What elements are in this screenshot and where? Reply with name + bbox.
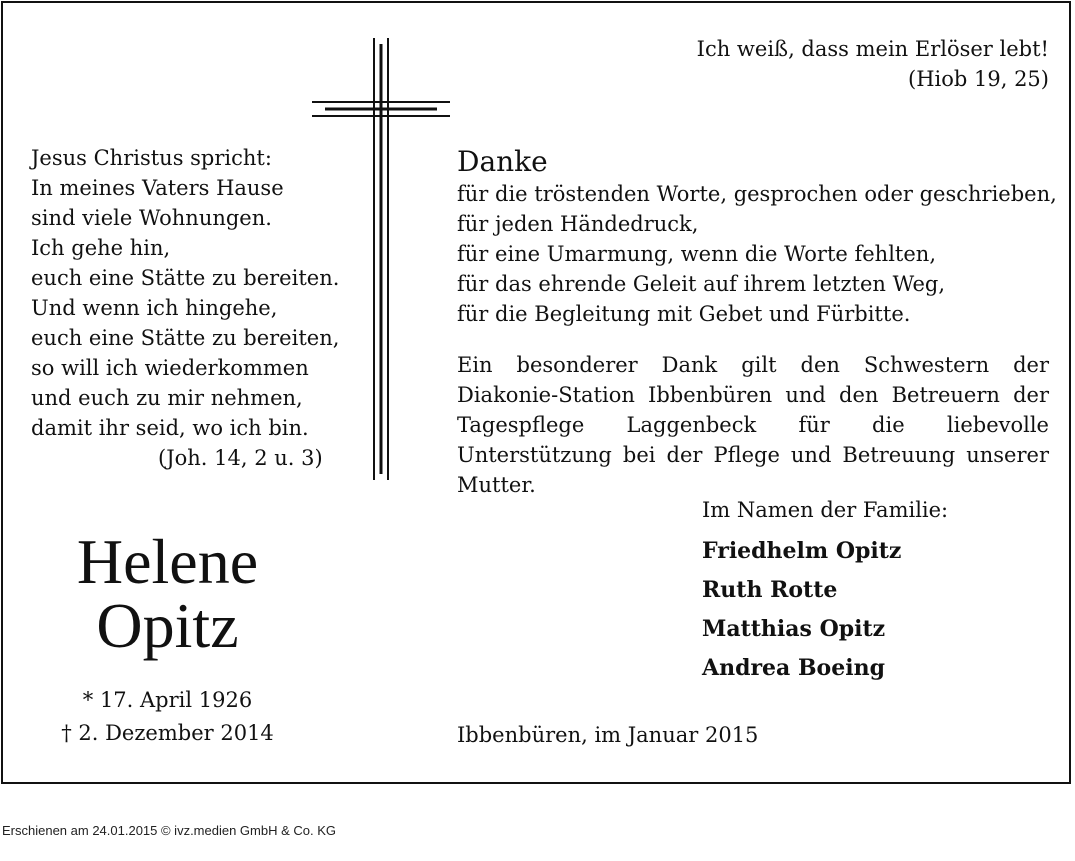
verse-line: euch eine Stätte zu bereiten, bbox=[31, 326, 340, 350]
motto bbox=[697, 34, 1049, 94]
family-member: Andrea Boeing bbox=[702, 655, 885, 681]
verse-line: so will ich wiederkommen bbox=[31, 356, 309, 380]
place-and-date: Ibbenbüren, im Januar 2015 bbox=[457, 723, 759, 747]
thanks-heading: Danke bbox=[457, 145, 548, 178]
verse-line: damit ihr seid, wo ich bin. bbox=[31, 416, 309, 440]
deceased-last-name: Opitz bbox=[96, 590, 239, 661]
family-member: Friedhelm Opitz bbox=[702, 538, 902, 564]
bible-verse bbox=[31, 143, 339, 473]
verse-line: Und wenn ich hingehe, bbox=[31, 296, 278, 320]
special-thanks-paragraph: Ein besonderer Dank gilt den Schwestern der Diakonie-Station Ibbenbüren und den Betreuern der Tagespflege Laggenbeck für die liebevolle Unterstützung bei der Pflege und Betreuung unserer Mutter. bbox=[457, 353, 1049, 497]
birth-date: * 17. April 1926 bbox=[82, 688, 253, 712]
family-member: Matthias Opitz bbox=[702, 616, 886, 642]
thanks-line: für das ehrende Geleit auf ihrem letzten Weg, bbox=[457, 272, 946, 296]
motto-text: Ich weiß, dass mein Erlöser lebt! bbox=[696, 37, 1049, 61]
verse-line: und euch zu mir nehmen, bbox=[31, 386, 303, 410]
thanks-line: für die Begleitung mit Gebet und Fürbitte. bbox=[457, 302, 911, 326]
life-dates bbox=[30, 684, 305, 750]
verse-line: Ich gehe hin, bbox=[31, 236, 171, 260]
verse-line: euch eine Stätte zu bereiten. bbox=[31, 266, 340, 290]
family-intro: Im Namen der Familie: bbox=[702, 498, 949, 522]
motto-reference: (Hiob 19, 25) bbox=[908, 67, 1049, 91]
verse-line: In meines Vaters Hause bbox=[31, 176, 284, 200]
verse-line: Jesus Christus spricht: bbox=[31, 146, 272, 170]
family-signatures bbox=[702, 494, 948, 688]
publication-footer: Erschienen am 24.01.2015 © ivz.medien GmbH & Co. KG bbox=[2, 823, 337, 838]
family-member: Ruth Rotte bbox=[702, 577, 838, 603]
thanks-line: für jeden Händedruck, bbox=[457, 212, 699, 236]
death-date: † 2. Dezember 2014 bbox=[61, 721, 274, 745]
thanks-line: für eine Umarmung, wenn die Worte fehlten, bbox=[457, 242, 936, 266]
deceased-name bbox=[30, 526, 305, 661]
verse-line: sind viele Wohnungen. bbox=[31, 206, 272, 230]
deceased-first-name: Helene bbox=[76, 526, 259, 597]
cross-icon bbox=[312, 38, 450, 480]
verse-reference: (Joh. 14, 2 u. 3) bbox=[158, 446, 323, 470]
thanks-line: für die tröstenden Worte, gesprochen oder geschrieben, bbox=[457, 182, 1057, 206]
thanks-block bbox=[457, 145, 1057, 329]
